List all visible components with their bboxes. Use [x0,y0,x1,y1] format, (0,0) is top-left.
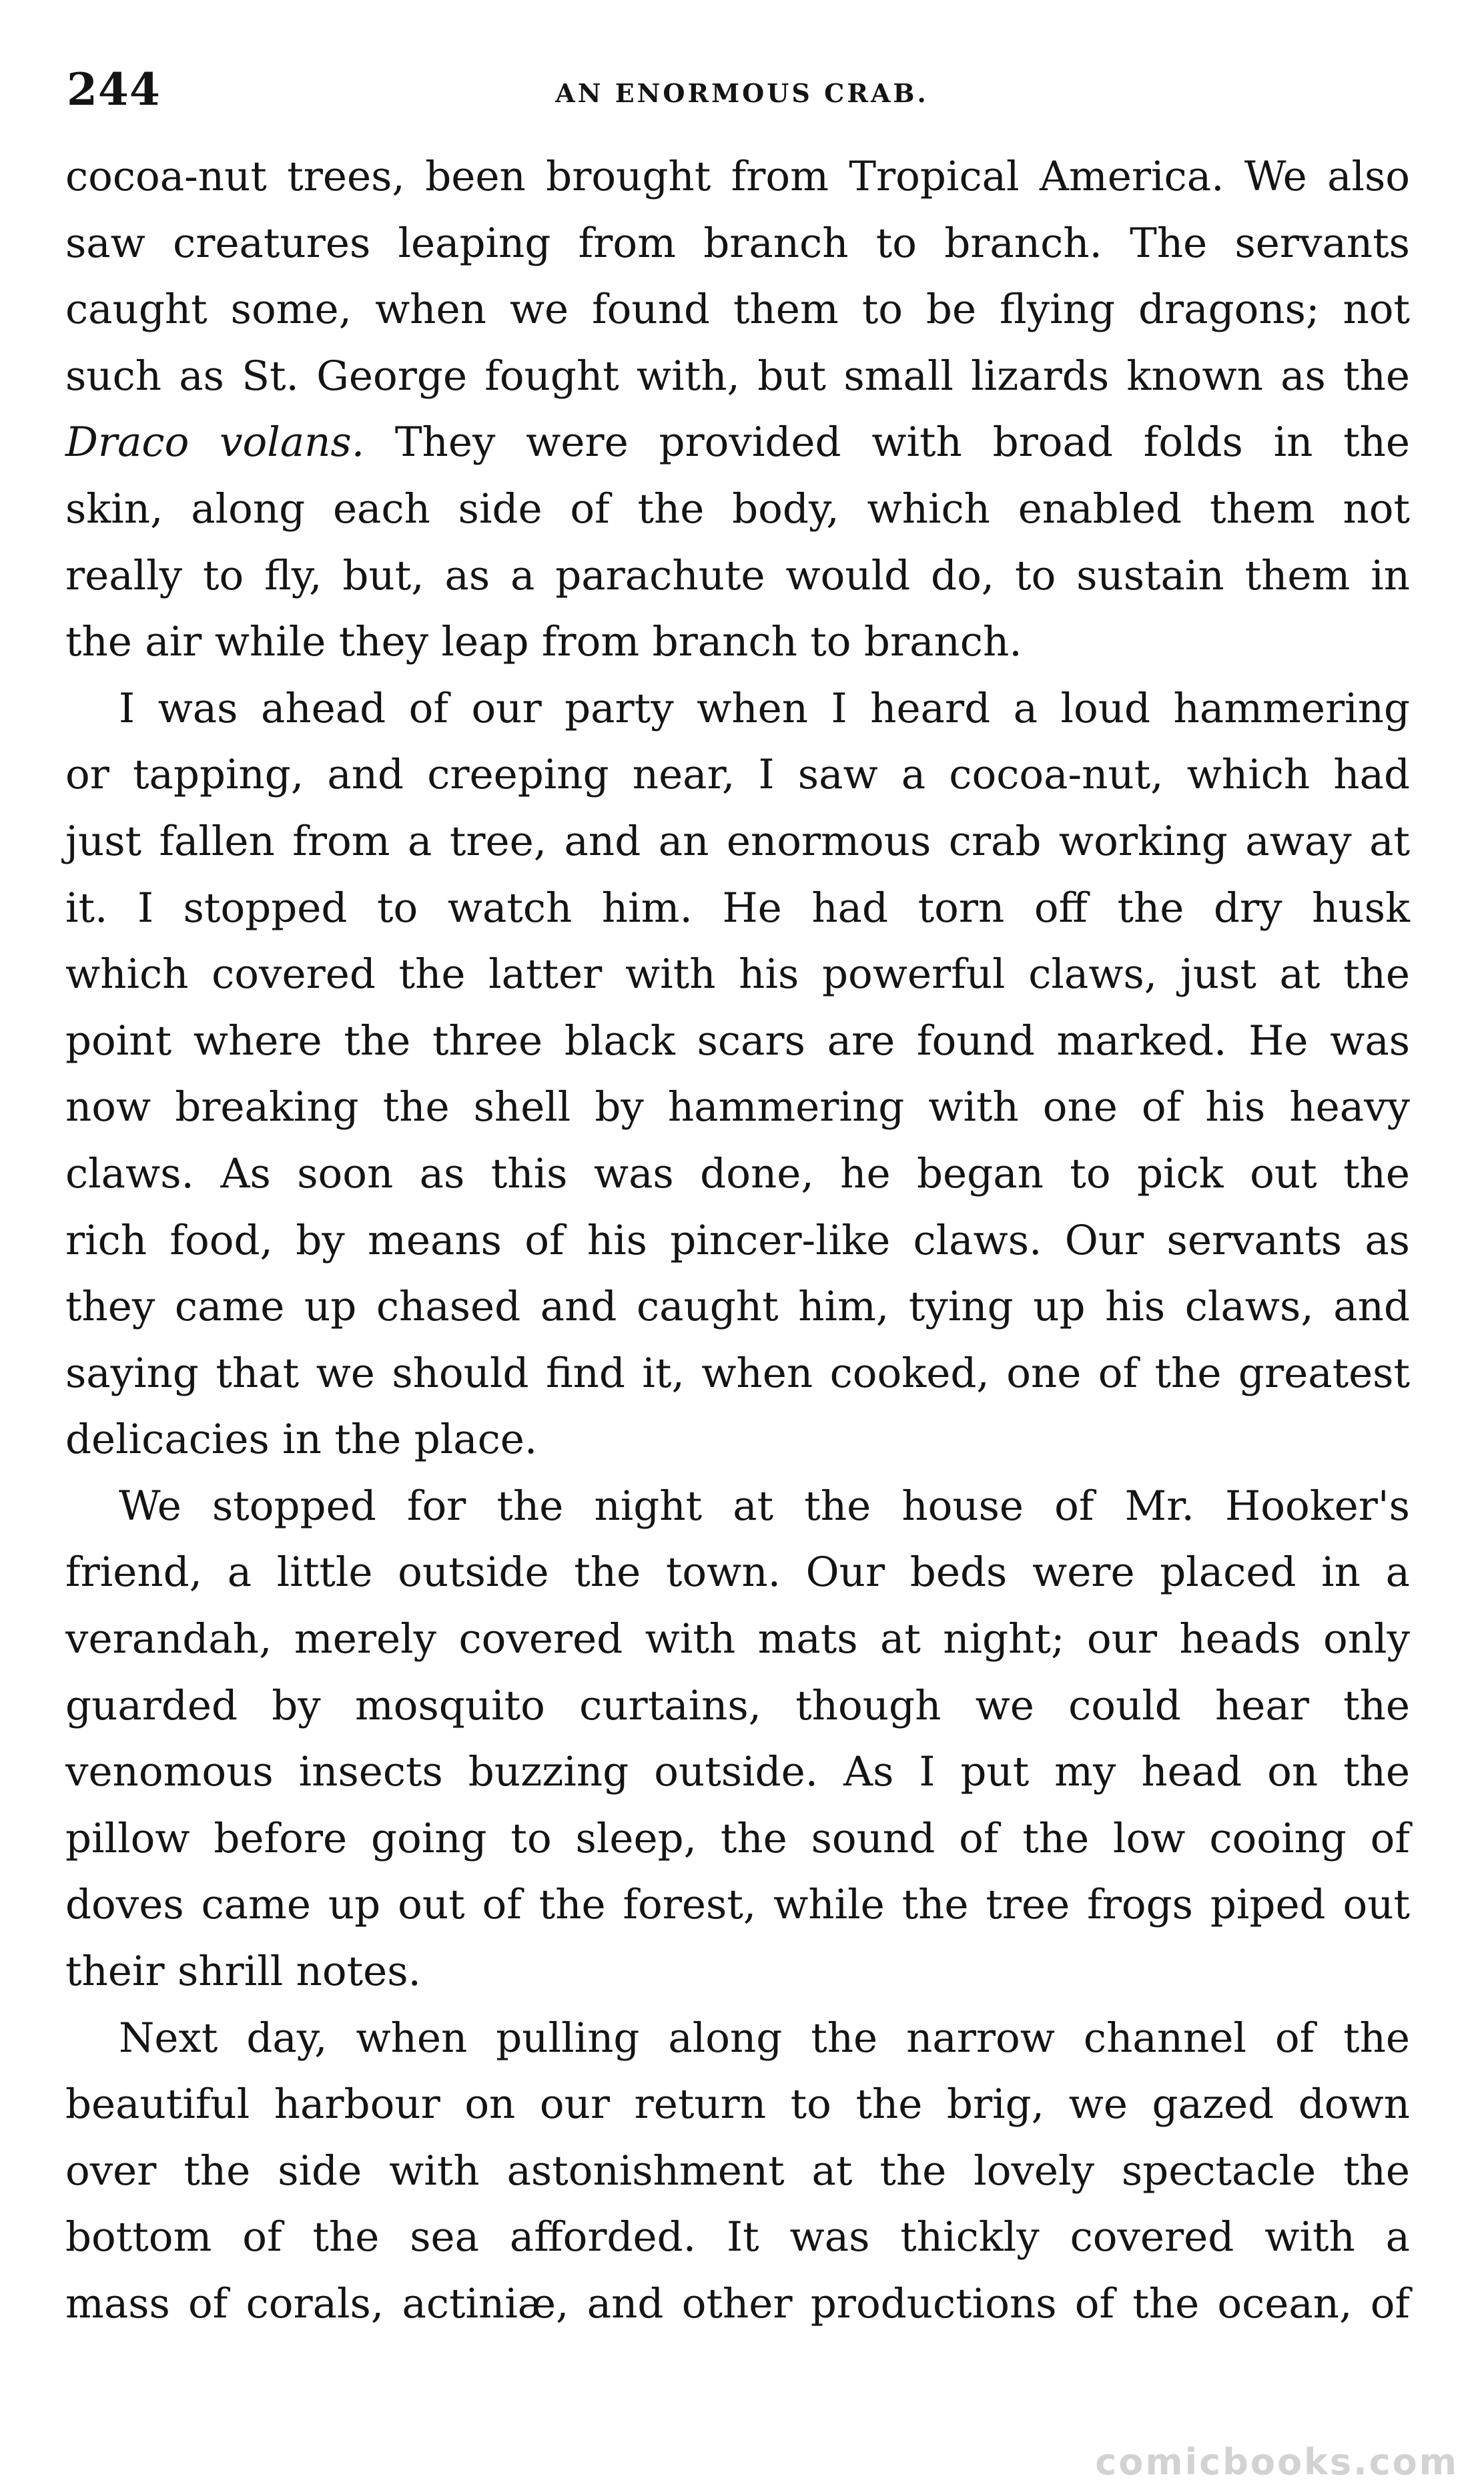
text-line: bottom of the sea afforded. It was thickly covered with a [65,2213,1410,2261]
text-line: or tapping, and creeping near, I saw a cocoa-nut, which had [65,751,1410,799]
text-line: saw creatures leaping from branch to branch. The servants [65,219,1410,267]
text-line: caught some, when we found them to be flying dragons; not [65,286,1410,334]
text-line: I was ahead of our party when I heard a loud hammering [119,684,1410,732]
paragraph-2 [65,675,1410,1473]
text-line: venomous insects buzzing outside. As I put my head on the [65,1748,1410,1796]
text-line: which covered the latter with his powerful claws, just at the [65,950,1410,999]
watermark: comicbooks.com [1095,2441,1459,2483]
text-line: they came up chased and caught him, tying up his claws, and [65,1283,1410,1331]
text-line: Next day, when pulling along the narrow channel of the [119,2014,1410,2062]
text-line: such as St. George fought with, but small lizards known as the [65,352,1410,400]
text-line: their shrill notes. [65,1948,421,1996]
text-line: delicacies in the place. [65,1416,538,1464]
text-line: point where the three black scars are found marked. He was [65,1017,1410,1065]
text-line: Draco volans. They were provided with broad folds in the [65,419,1411,467]
text-line: really to fly, but, as a parachute would do, to sustain them in [65,551,1410,599]
text-line: over the side with astonishment at the lovely spectacle the [65,2147,1410,2195]
text-line: pillow before going to sleep, the sound of the low cooing of [65,1814,1410,1862]
text-line: skin, along each side of the body, which enabled them not [65,485,1410,533]
text-line: rich food, by means of his pincer-like claws. Our servants as [65,1216,1410,1264]
text-line: just fallen from a tree, and an enormous crab working away at [65,817,1410,865]
text-line: We stopped for the night at the house of Mr. Hooker's [119,1482,1410,1530]
text-line: now breaking the shell by hammering with one of his heavy [65,1083,1410,1131]
running-head: AN ENORMOUS CRAB. [555,78,929,108]
text-line: claws. As soon as this was done, he began to pick out the [65,1149,1410,1197]
paragraph-1 [65,144,1410,675]
paragraph-3 [65,1473,1410,2005]
page-number: 244 [67,63,161,115]
body-text [65,144,1410,2337]
text-line: saying that we should find it, when cooked, one of the greatest [65,1349,1410,1397]
text-line: the air while they leap from branch to branch. [65,618,1022,666]
text-line: friend, a little outside the town. Our beds were placed in a [65,1549,1410,1597]
text-line: doves came up out of the forest, while the tree frogs piped out [65,1881,1410,1929]
text-line: mass of corals, actiniæ, and other productions of the ocean, of [65,2280,1410,2327]
text-line: verandah, merely covered with mats at night; our heads only [65,1615,1410,1663]
text-line: cocoa-nut trees, been brought from Tropical America. We also [65,153,1410,200]
text-line: beautiful harbour on our return to the brig, we gazed down [65,2081,1410,2129]
text-line: it. I stopped to watch him. He had torn off the dry husk [65,884,1410,932]
paragraph-4 [65,2005,1410,2337]
text-line: guarded by mosquito curtains, though we could hear the [65,1681,1410,1729]
